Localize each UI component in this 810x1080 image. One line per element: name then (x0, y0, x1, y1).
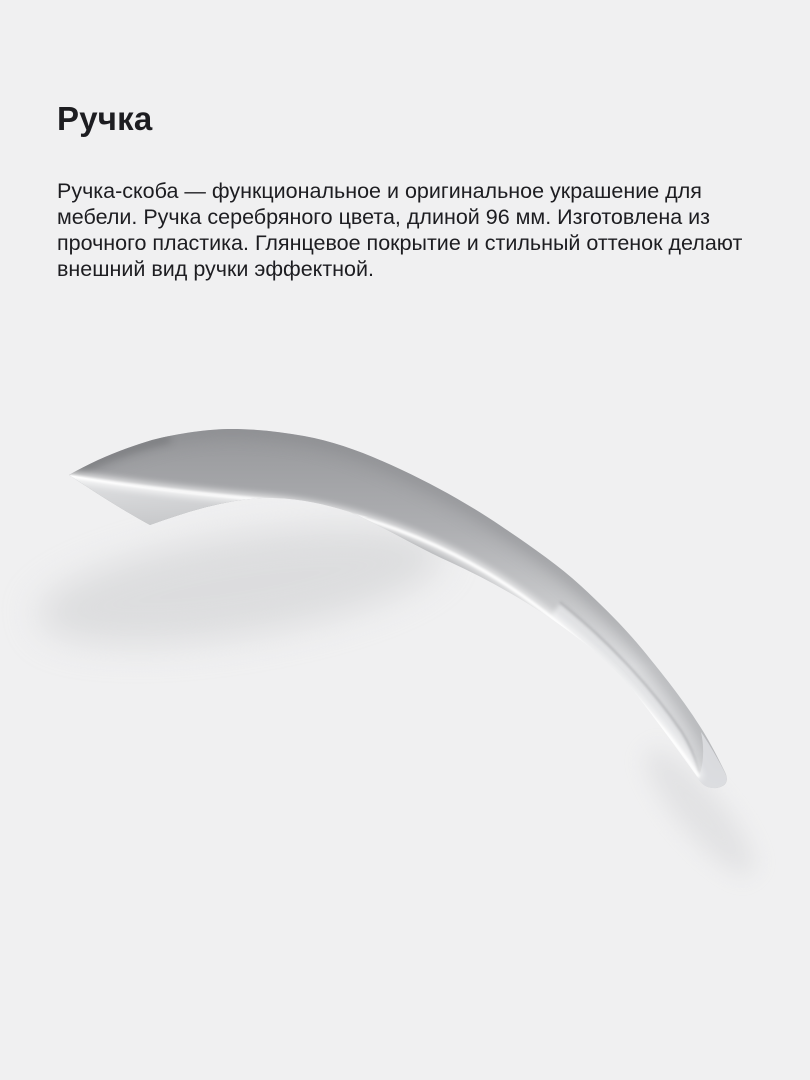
product-photo (0, 380, 810, 940)
furniture-handle-image (0, 380, 810, 940)
product-title: Ручка (57, 100, 153, 137)
description-line: внешний вид ручки эффектной. (57, 257, 374, 281)
description-line: прочного пластика. Глянцевое покрытие и стильный оттенок делают (57, 231, 743, 255)
description-line: мебели. Ручка серебряного цвета, длиной 96 мм. Изготовлена из (57, 205, 710, 229)
description-line: Ручка-скоба — функциональное и оригинальное украшение для (57, 179, 702, 203)
product-description (57, 178, 773, 282)
